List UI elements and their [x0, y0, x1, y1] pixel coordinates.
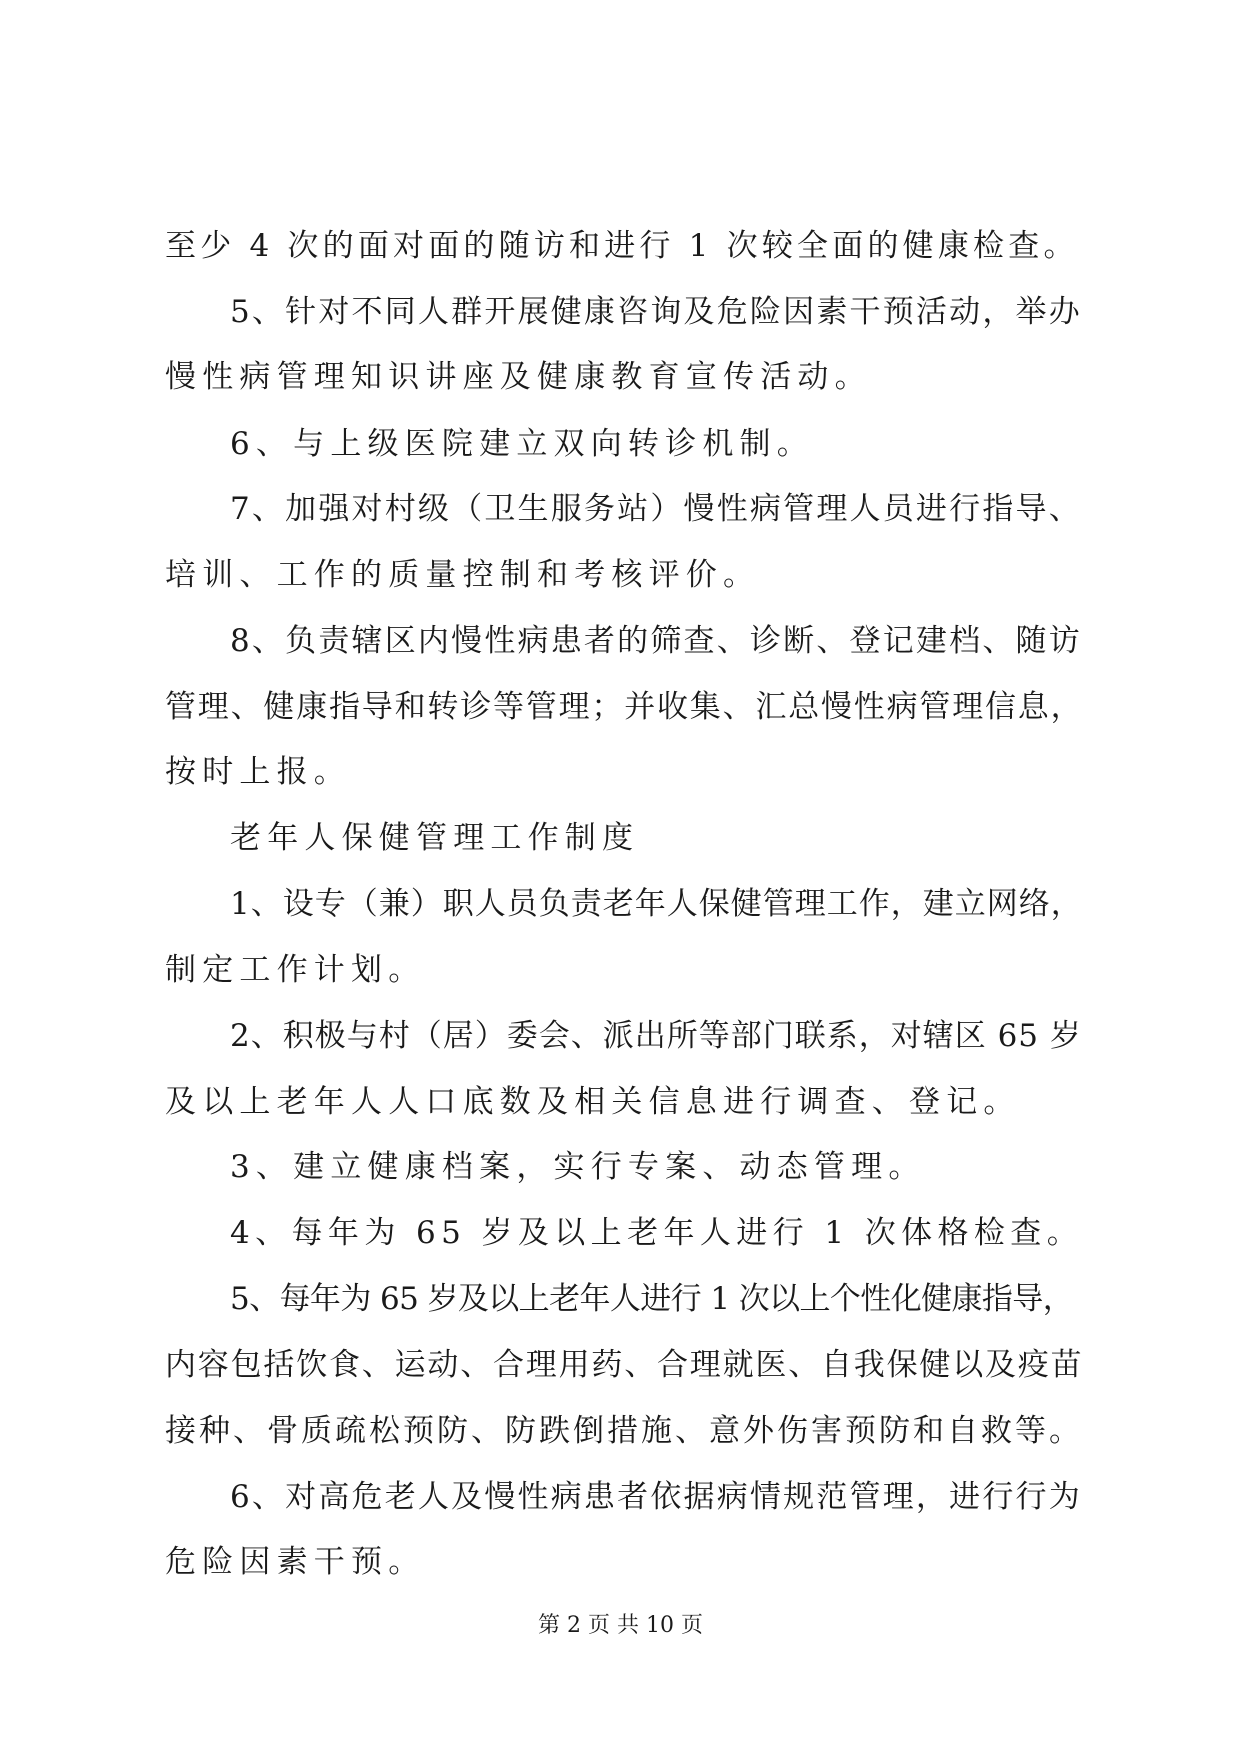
- body-line: 制定工作计划。: [165, 952, 426, 988]
- body-line: 3、建立健康档案，实行专案、动态管理。: [230, 1149, 926, 1185]
- body-line: 8、负责辖区内慢性病患者的筛查、诊断、登记建档、随访: [230, 623, 1082, 659]
- body-line: 及以上老年人人口底数及相关信息进行调查、登记。: [165, 1084, 1021, 1120]
- body-line: 1、设专（兼）职人员负责老年人保健管理工作，建立网络，: [230, 886, 1083, 922]
- page-number-footer: 第 2 页 共 10 页: [538, 1613, 703, 1638]
- body-line: 至少 4 次的面对面的随访和进行 1 次较全面的健康检查。: [165, 228, 1079, 264]
- body-line: 5、每年为 65 岁及以上老年人进行 1 次以上个性化健康指导，: [230, 1281, 1074, 1317]
- body-line: 接种、骨质疏松预防、防跌倒措施、意外伤害预防和自救等。: [165, 1413, 1083, 1449]
- body-line: 内容包括饮食、运动、合理用药、合理就医、自我保健以及疫苗: [165, 1347, 1084, 1383]
- body-line: 培训、工作的质量控制和考核评价。: [165, 557, 761, 593]
- body-line: 管理、健康指导和转诊等管理；并收集、汇总慢性病管理信息，: [165, 689, 1084, 725]
- body-line: 2、积极与村（居）委会、派出所等部门联系，对辖区 65 岁: [230, 1018, 1082, 1054]
- body-line: 慢性病管理知识讲座及健康教育宣传活动。: [165, 359, 872, 395]
- body-line: 危险因素干预。: [165, 1544, 426, 1580]
- body-line: 按时上报。: [165, 754, 351, 790]
- body-line: 5、针对不同人群开展健康咨询及危险因素干预活动，举办: [230, 294, 1082, 330]
- body-line: 4、每年为 65 岁及以上老年人进行 1 次体格检查。: [230, 1215, 1084, 1251]
- body-line: 6、对高危老人及慢性病患者依据病情规范管理，进行行为: [230, 1479, 1082, 1515]
- body-line: 7、加强对村级（卫生服务站）慢性病管理人员进行指导、: [230, 491, 1082, 527]
- body-line: 6、与上级医院建立双向转诊机制。: [230, 426, 814, 462]
- section-heading: 老年人保健管理工作制度: [230, 820, 640, 856]
